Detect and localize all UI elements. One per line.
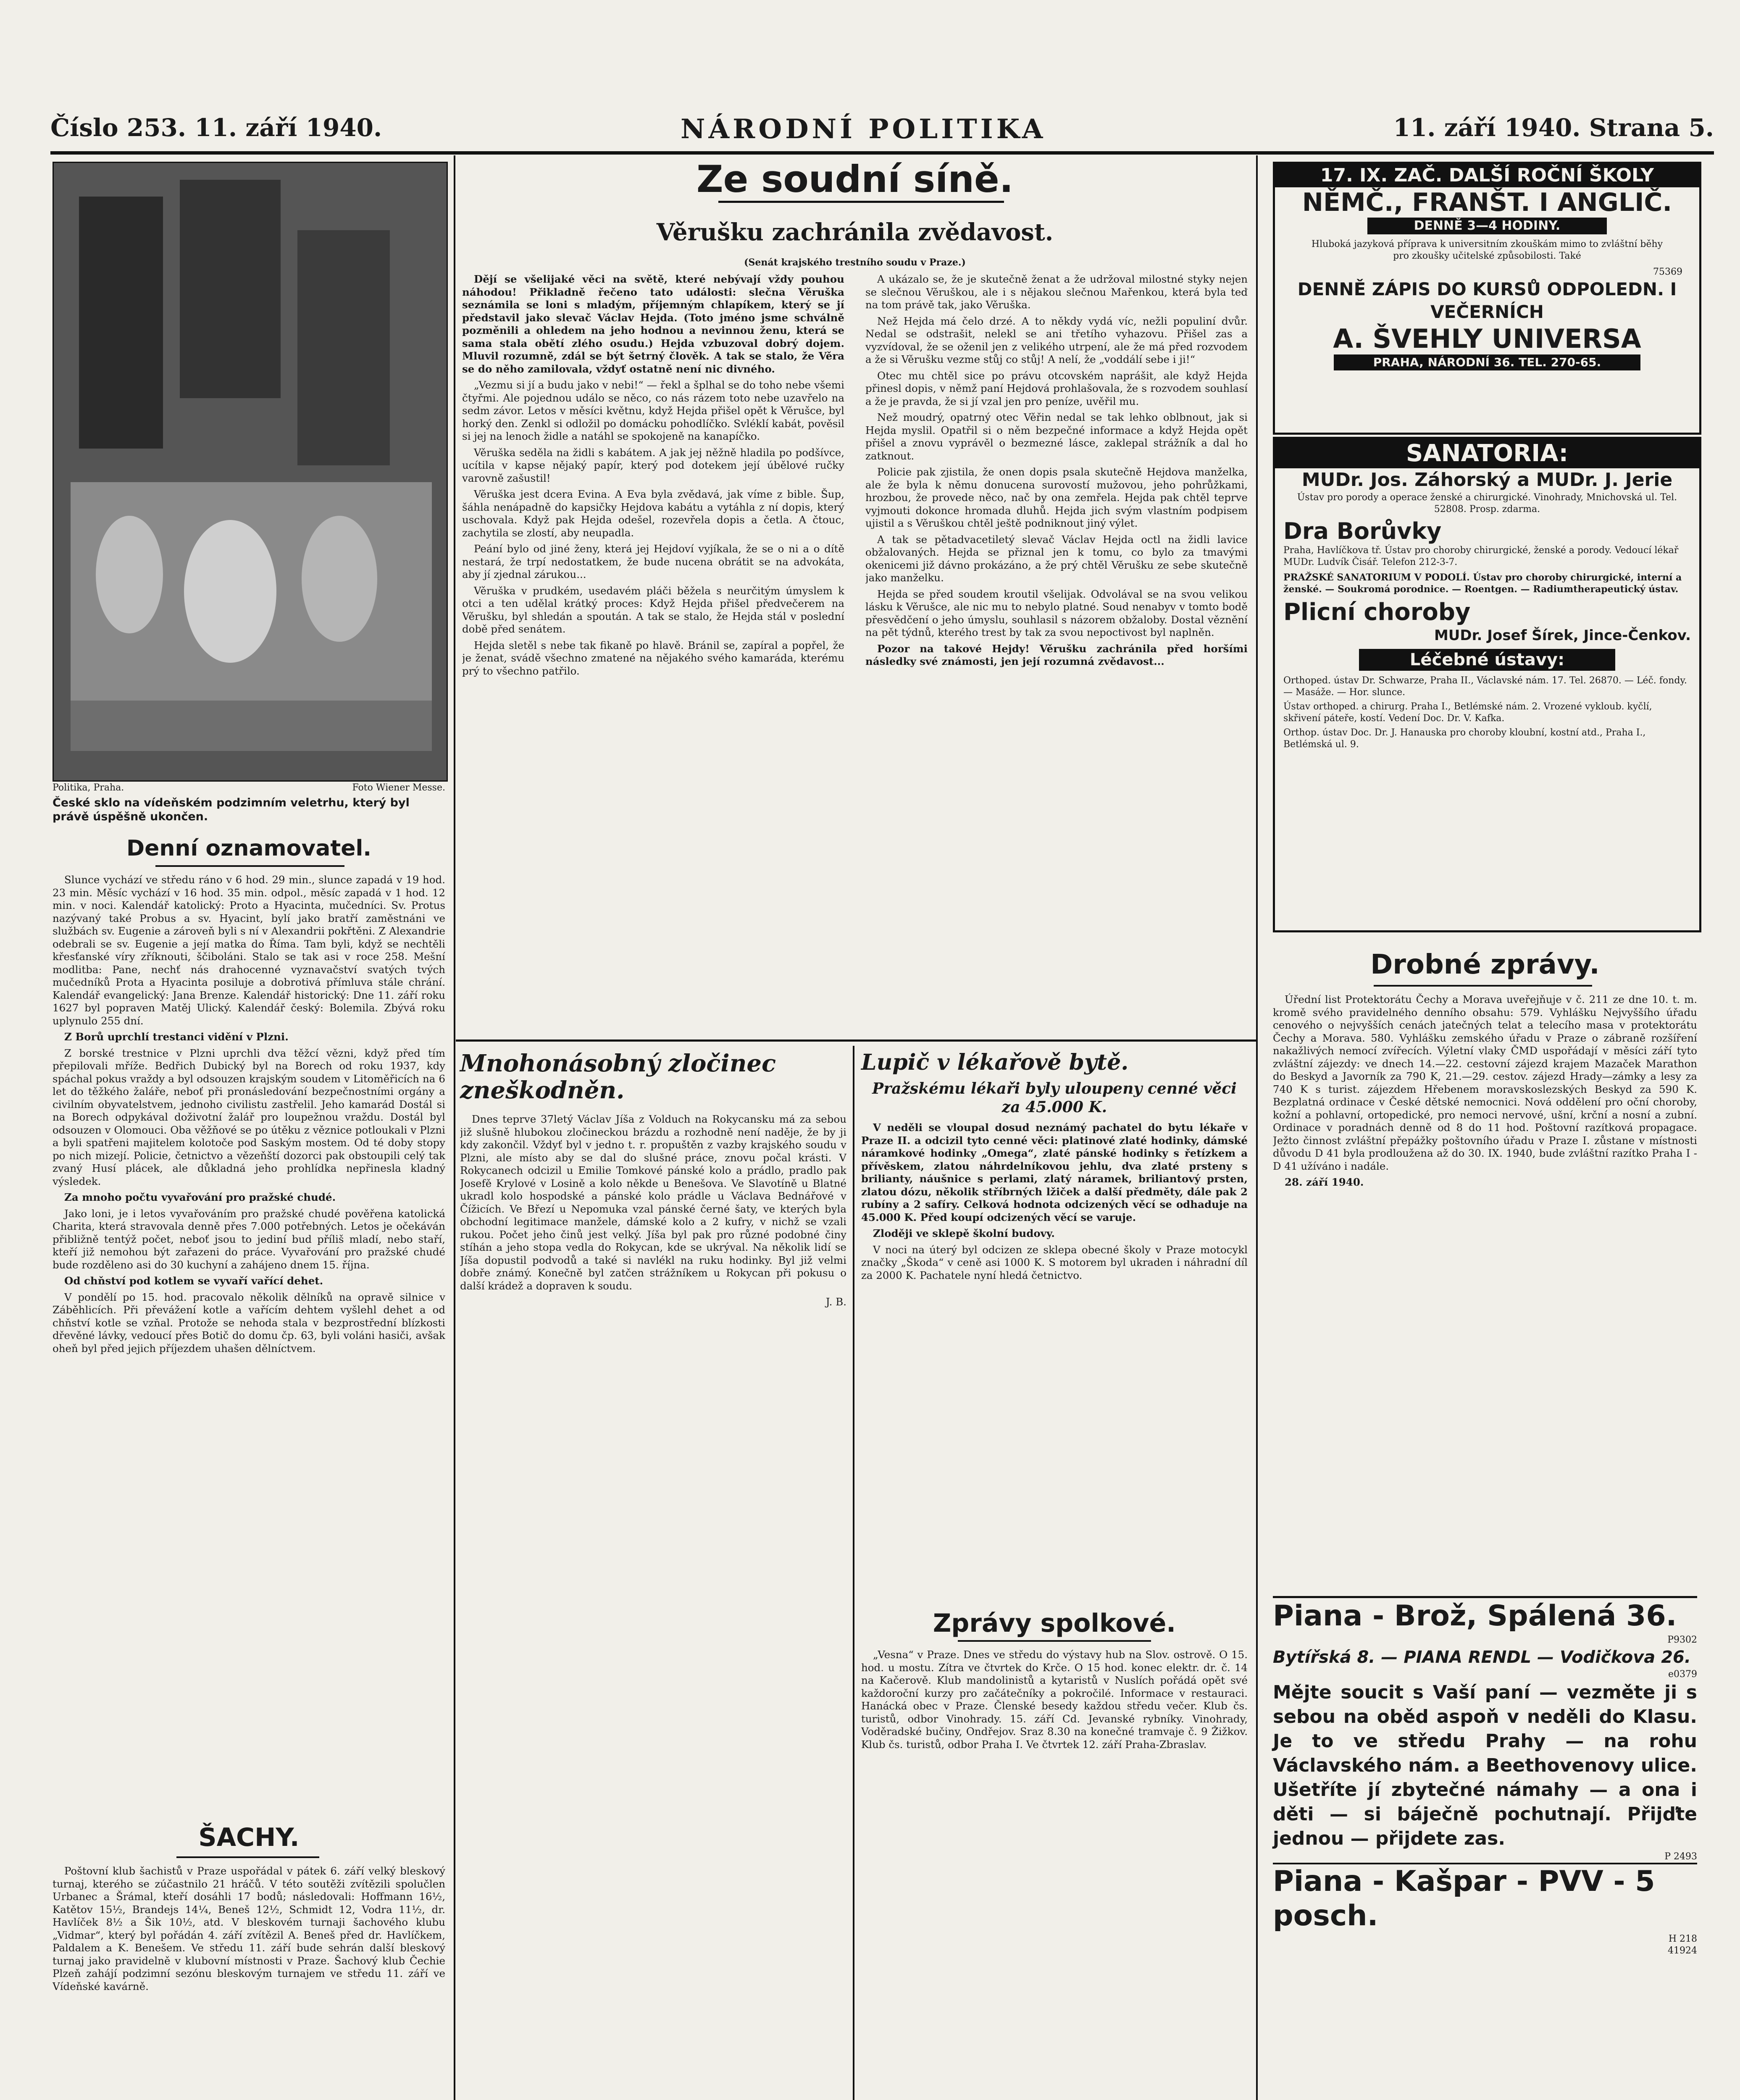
photo-table [71, 701, 432, 751]
school-line1: 17. IX. ZAČ. DALŠÍ ROČNÍ ŠKOLY [1275, 164, 1699, 187]
podoli-text: PRAŽSKÉ SANATORIUM V PODOLÍ. Ústav pro choroby chirurgické, interní a ženské. — Soukromá porodnice. — Roentgen. — Radiumtherapeutický ústav. [1283, 572, 1682, 595]
denni-title: Denní oznamovatel. [126, 836, 372, 861]
section-rule [456, 1040, 1256, 1042]
court-paragraph: Otec mu chtěl sice po právu otcovském naprášit, ale když Hejda přinesl dopis, v němž paní Hejdová prohlašovala, že s rozvodem souhlasí a že je pravda, že si jí vzal jen pro peníze, uvěřil mu. [865, 369, 1248, 407]
court-column-left [462, 273, 844, 1033]
school-line3: DENNĚ 3—4 HODINY. [1367, 218, 1607, 234]
court-paragraph: Věruška v prudkém, usedavém pláči běžela s neurčitým úmyslem k otci a ten udělal krátký proces: Když Hejda přišel předvečerem na Věrušku, byl shledán a spoután. A tak se stalo, že Hejda stál v poslední době před senátem. [462, 584, 844, 635]
clubs-text: „Vesna“ v Praze. Dnes ve středu do výstavy hub na Slov. ostrově. O 15. hod. u mostu. Zítra ve čtvrtek do Krče. O 15 hod. konec elektr. dr. č. 14 na Kačerově. Klub mandolinistů a kytaristů v Nuslích pořádá opět své každoroční kurzy pro začátečníky a pokročilé. Informace v restauraci. Hanácká obec v Praze. Členské besedy každou středu večer. Klub čs. turistů, odbor Vinohrady. 15. září Cd. Jevanské rybníky. Vinohrady, Voděradské bučiny, Ondřejov. Sraz 8.30 na konečné tramvaje č. 9 Žižkov. Klub čs. turistů, odbor Praha I. Ve čtvrtek 12. září Praha-Zbraslav. [861, 1648, 1248, 1751]
denni-column [53, 874, 445, 1819]
newspaper-title: NÁRODNÍ POLITIKA [681, 113, 1046, 145]
thief-text: V neděli se vloupal dosud neznámý pachatel do bytu lékaře v Praze II. a odcizil tyto cenné věci: platinové zlaté hodinky, dámské náramkové hodinky „Omega“, zlaté pánské hodinky s řetízkem a přívěskem, zlatou náhrdelníkovou jehlu, dva zlaté prsteny s brilianty, náušnice s perlami, zlatý náramek, briliantový prsten, zlatou dózu, několik stříbrných lžiček a další předměty, dále pak 2 rubíny a 2 safíry. Celková hodnota odcizených věcí se odhaduje na 45.000 K. Před koupí odcizených věcí se varuje. [861, 1121, 1248, 1223]
column-rule [454, 155, 455, 2100]
prim-text: Ústav orthoped. a chirurg. Praha I., Betlémské nám. 2. Vrozené vykloub. kyčlí, skřivení páteře, kostí. Vedení Doc. Dr. V. Kafka. [1283, 701, 1652, 724]
crime-sign: J. B. [825, 1296, 846, 1308]
photo-caption: České sklo na vídeňském podzimním veletrhu, který byl právě úspěšně ukončen. [53, 796, 410, 823]
photo-glass-exhibition [53, 162, 448, 782]
court-paragraph: Hejda se před soudem kroutil všelijak. Odvolával se na svou velikou lásku k Věrušce, ale nic mu to nebylo platné. Soud nenabyv v tomto bodě přesvědčení o jeho úmyslu, souhlasil s názorem obžaloby. Dostal věznění na pět týdnů, kterého trest by tak za svou nepoctivost byl naplněn. [865, 588, 1248, 638]
photo-illustration [54, 163, 447, 780]
thief-column [861, 1121, 1248, 1596]
school-address: PRAHA, NÁRODNÍ 36. TEL. 270-65. [1334, 354, 1640, 370]
court-senate: (Senát krajského trestního soudu v Praze.) [744, 257, 966, 268]
court-paragraph: Než moudrý, opatrný otec Věřin nedal se tak lehko oblbnout, jak si Hejda myslil. Opatřil si o něm bezpečné informace a když Hejda opět přišel a znovu vyprávěl o bezmezné lásce, zaklepal strážník a dal ho zatknout. [865, 411, 1248, 462]
school-line2: NĚMČ., FRANŠT. I ANGLIČ. [1302, 188, 1672, 217]
denni-item3-title: Od chňství pod kotlem se vyvaří vařící dehet. [64, 1275, 323, 1287]
piana-code2: e0379 [1668, 1669, 1697, 1680]
plicni-title: Plicní choroby [1283, 598, 1471, 626]
drobne-title: Drobné zprávy. [1370, 949, 1600, 980]
thief-title: Lupič v lékařově bytě. [861, 1050, 1129, 1075]
school-code: 75369 [1653, 267, 1682, 277]
court-paragraph: Než Hejda má čelo drzé. A to někdy vydá víc, nežli populiní dvůr. Nedal se odstrašit, nelekl se ani třetího vyhazovu. Přišel zas a vyzvídoval, že se oženil jen z velikého utrpení, ale že má před rozvodem a že si Věrušku vezme stůj co stůj! A nelí, že „voddálí sebe i ji!“ [865, 315, 1248, 365]
denni-item3: V pondělí po 15. hod. pracovalo několik dělníků na opravě silnice v Záběhlicích. Při převážení kotle a vařícím dehtem vyšlehl dehet a od chňství kotle se vzňal. Protože se nehoda stala v bezprostřední blízkosti dřevěné lávky, vedoucí přes Botič do domu čp. 63, byli voláni hasiči, avšak oheň byl před jejich příjezdem uhašen dělníctvem. [53, 1291, 445, 1354]
photo-credit-right: Foto Wiener Messe. [352, 782, 445, 793]
title-underline [718, 201, 1004, 203]
court-subtitle: Věrušku zachránila zvědavost. [656, 218, 1054, 246]
thief-item-title: Zloději ve sklepě školní budovy. [873, 1227, 1055, 1239]
piana-line2: Bytířská 8. — PIANA RENDL — Vodičkova 26. [1273, 1648, 1691, 1667]
ad-piana [1273, 1596, 1697, 2100]
court-paragraph: Pozor na takové Hejdy! Věrušku zachránila před horšími následky své známosti, jen její rozumná zvědavost... [865, 642, 1248, 667]
ad-language-school [1273, 162, 1701, 435]
court-column-right [865, 273, 1248, 1033]
photo-figure [180, 180, 281, 398]
denni-item2: Jako loni, je i letos vyvařováním pro pražské chudé pověřena katolická Charita, která stravovala denně přes 7.000 potřebných. Letos je očekáván přibližně tentýž počet, neboť jsou to jediní bud příliš mladí, nebo staří, kteří již nemohou být zařazeni do práce. Vyvařování pro pražské chudé bude rozděleno asi do 30 kuchyní a zahájeno dnem 15. října. [53, 1207, 445, 1271]
school-text: Hluboká jazyková příprava k universitním zkouškám mimo to zvláštní běhy pro zkoušky učitelské způsobilosti. Také [1311, 239, 1663, 261]
piana-text: Mějte soucit s Vaší paní — vezměte ji s sebou na oběd aspoň v neděli do Klasu. Je to ve středu Prahy — na rohu Václavského nám. a Beethovenovy ulice. Ušetříte jí zbytečné námahy — a ona i děti — si báječně pochutnají. Přijďte jednou — přijdete zas. [1273, 1682, 1697, 1849]
issue-number: Číslo 253. 11. září 1940. [50, 113, 382, 142]
piana-line3: Piana - Kašpar - PVV - 5 posch. [1273, 1863, 1697, 1933]
page-header [50, 113, 1714, 155]
drobne-column [1273, 993, 1697, 1586]
court-lead: Dějí se všelijaké věci na světě, které nebývají vždy pouhou náhodou! Přikladně řečeno tato události: slečna Věruška seznámila se loni s mladým, příjemným chlapíkem, který se jí představil jako slevač Václav Hejda. (Toto jméno jsme schválně pozměnili a ohledem na jeho hodnou a nevinnou ženu, která se sama stala obětí zlého osudu.) Hejda vzbuzoval dobrý dojem. Mluvil rozumně, zdál se být šetrný člověk. A tak se stalo, že Věra se do něho zamilovala, vždyť ostatně není nic divného. [462, 273, 844, 375]
clubs-title: Zprávy spolkové. [933, 1609, 1176, 1638]
piana-code4: H 218 [1668, 1934, 1697, 1944]
denni-item1-title: Z Borů uprchlí trestanci vidění v Plzni. [64, 1031, 289, 1043]
crime-text: Dnes teprve 37letý Václav Jíša z Volduch na Rokycansku má za sebou již slušně hlubokou zločineckou brázdu a rozhodně není naděje, že by ji kdy zakončil. Vždyť byl v jedno t. r. propuštěn z vazby krajského soudu v Plzni, ale místo aby se dal do slušné práce, znovu počal krásti. V Rokycanech odcizil u Emilie Tomkové pánské kolo a prádlo, pradlo pak Josefě Krylové v Losině a kolo někde u Benešova. Ve Slavotíně u Blatné ukradl kolo hospodské a pánské kolo prádle u Václava Bednářové v Čížicích. Ve Březí u Nepomuka vzal pánské černé šaty, ve kterých byla obchodní legitimace manžele, dámské kolo a 2 kufry, v nichž se vzali rukou. Počet jeho činů jest velký. Jíša byl pak pro různé podobné činy stíhán a jeho stopa vedla do Rokycan, kde se ukrýval. Na několik lidí se Jíša dopustil podvodů a také si navlékl na ruku hodinky. Byl již velmi dobře známý. Konečně byl zatčen strážníkem u Rokycan při pokusu o další krádež a dopraven k soudu. [460, 1113, 846, 1292]
photo-vase [96, 516, 163, 633]
court-paragraph: Věruška jest dcera Evina. A Eva byla zvědavá, jak víme z bible. Šup, šáhla nenápadně do kapsičky Hejdova kabátu a vytáhla z ní dopis, který uschovala. Když pak Hejda odešel, rozevřela dopis a četla. A čtouc, zachytila se zlostí, aby neupadla. [462, 488, 844, 539]
boruvky-text: Praha, Havlíčkova tř. Ústav pro choroby chirurgické, ženské a porody. Vedoucí lékař MUDr. Ludvík Čisář. Telefon 212-3-7. [1283, 545, 1679, 567]
page-date: 11. září 1940. Strana 5. [1393, 113, 1714, 142]
title-underline [1374, 985, 1592, 987]
thief-subtitle: Pražskému lékaři byly uloupeny cenné věci za 45.000 K. [872, 1080, 1237, 1116]
title-underline [958, 1640, 1151, 1642]
zahorsky-text: Ústav pro porody a operace ženské a chirurgické. Vinohrady, Mnichovská ul. Tel. 52808. Prosp. zdarma. [1297, 492, 1677, 514]
sanatoria-title: SANATORIA: [1275, 439, 1699, 468]
school-line4: DENNĚ ZÁPIS DO KURSŮ ODPOLEDN. I VEČERNÍCH [1297, 279, 1677, 322]
school-uni: UNIVERSA [1491, 323, 1641, 354]
hanauska-text: Orthop. ústav Doc. Dr. J. Hanauska pro choroby kloubní, kostní atd., Praha I., Betlémská ul. 9. [1283, 727, 1646, 750]
thief-item: V noci na úterý byl odcizen ze sklepa obecné školy v Praze motocykl značky „Škoda“ v ceně asi 1000 K. S motorem byl ukraden i náhradní díl za 2000 K. Pachatele nyní hledá četnictvo. [861, 1243, 1248, 1281]
piana-line1: Piana - Brož, Spálená 36. [1273, 1599, 1677, 1633]
denni-text: Slunce vychází ve středu ráno v 6 hod. 29 min., slunce zapadá v 19 hod. 23 min. Měsíc vychází v 16 hod. 35 min. odpol., měsíc zapadá v 1 hod. 12 min. v noci. Kalendář katolický: Proto a Hyacinta, mučedníci. Sv. Protus nazývaný také Probus a sv. Hyacint, bylí jako bratří zaměstnáni ve službách sv. Eugenie a zároveň byli s ní v Alexandrii pokřtěni. Z Alexandrie odebrali se sv. Eugenie a její matka do Říma. Tam byli, když se nechtěli křesťanské víry zříknouti, ščiboláni. Stalo se tak asi v roce 258. Mešní modlitba: Pane, nechť nás drahocenné vyznavačství svatých tvých mučedníků Prota a Hyacinta posiluje a dobrotivá přímluva stále chrání. Kalendář evangelický: Jana Brenze. Kalendář historický: Dne 11. září roku 1627 byl popraven Matěj Ulický. Kalendář český: Bolemila. Zbývá roku uplynulo 255 dní. [53, 874, 445, 1027]
zahorsky-name: MUDr. Jos. Záhorský a MUDr. J. Jerie [1301, 469, 1673, 491]
court-paragraph: A tak se pětadvacetiletý slevač Václav Hejda octl na židli lavice obžalovaných. Hejda se přiznal jen k tomu, co bylo za tmavými okenicemi již dávno prokázáno, a že prý chtěl Věrušku ze sebe skutečně jako manželku. [865, 533, 1248, 584]
column-rule [1256, 155, 1258, 2100]
photo-credits [53, 782, 445, 794]
school-name: A. ŠVEHLY [1333, 323, 1483, 354]
sachy-column [53, 1865, 445, 2100]
photo-vase [184, 520, 276, 663]
title-underline [176, 1856, 319, 1858]
drobne-date: 28. září 1940. [1285, 1176, 1364, 1188]
denni-item2-title: Za mnoho počtu vyvařování pro pražské chudé. [64, 1191, 336, 1203]
piana-code1: P9302 [1667, 1635, 1697, 1645]
sirek-name: MUDr. Josef Šírek, Jince-Čenkov. [1434, 627, 1691, 644]
drobne-text: Úřední list Protektorátu Čechy a Morava uveřejňuje v č. 211 ze dne 10. t. m. kromě svého pravidelného denního obsahu: 579. Vyhlášku Nejvyššího úřadu cenového o nejvyšších cenách jatečných telat a telecího masa v protektorátu Čechy a Morava. 580. Vyhlášku zemského úřadu v Praze o zábraně rozšíření nakažlivých nemocí zvířecích. Výletní vlaky ČMD uspořádají v měsíci září tyto zvláštní zájezdy: ve dnech 14.—22. cestovní zájezd krajem Mazaček Marathon do Beskyd a Javorník za 790 K, 21.—29. cestov. zájezd Hrady—zámky a lesy za 740 K s turist. zájezdem Hřebenem moravskoslezských Beskyd za 590 K. Bezplatná ordinace v České dětské nemocnici. Nová oddělení pro oční choroby, kožní a pohlavní, ortopedické, pro nemoci nervové, ušní, krční a nosní a zubní. Ordinace v poradnách denně od 8 do 11 hod. Poštovní razítková propagace. Ježto činnost zvláštní přepážky poštovního úřadu v Praze I. zůstane v místnosti důvodu D 41 byla prodloužena až do 30. IX. 1940, bude zvláštní razítko Praha I - D 41 užíváno i nadále. [1273, 993, 1697, 1172]
sachy-title: ŠACHY. [198, 1823, 300, 1852]
court-paragraph: „Vezmu si jí a budu jako v nebi!“ — řekl a šplhal se do toho nebe všemi čtyřmi. Ale pojednou událo se něco, co nás rázem toto nebe uzavřelo na sedm závor. Letos v měsíci květnu, když Hejda přišel opět k Věrušce, byl horký den. Zenkl si odložil po domácku pohodlíčko. Svléklí kabát, pověsil si jej na lenoch židle a natáhl se spokojeně na kanapíčko. [462, 379, 844, 442]
lecebne-title: Léčebné ústavy: [1359, 649, 1615, 671]
photo-vase [302, 516, 377, 642]
piana-code5: 41924 [1668, 1945, 1697, 1956]
denni-item1: Z borské trestnice v Plzni uprchli dva těžcí vězni, když před tím přepilovali mříže. Bedřich Dubický byl na Borech od roku 1937, kdy spáchal pokus vraždy a byl odsouzen krajským soudem v Litoměřicích na 6 let do těžkého žaláře, neboť při pronásledování bezpečnostními orgány a civilním obyvatelstvem, jednoho civilistu zastřelil. Jeho kamarád Dostál si na Borech odpykával doživotní žalář pro loupežnou vraždu. Dostál byl odsouzen v Olomouci. Oba věžňové se po útěku z věznice potloukali v Plzni a byli spatřeni majitelem kolotoče pod Saským mostem. Od té doby stopy po nich mizejí. Policie, četnictvo a vězeňští dozorci pak obstoupili celý tak zvaný Husí plácek, ale důkladná jeho prohlídka nepřinesla kladný výsledek. [53, 1047, 445, 1187]
title-underline [155, 865, 344, 867]
court-paragraph: Policie pak zjistila, že onen dopis psala skutečně Hejdova manželka, ale že byla k němu donucena surovostí mužovou, jeho pohrůžkami, hrozbou, že provede něco, nač by ona zemřela. Hejda pak chtěl teprve vyjmouti dokonce hromada dluhů. Hejda jich svým vlastním podpisem ujistil a s Věruškou chtěl ještě podniknout jiný výlet. [865, 466, 1248, 529]
piana-code3: P 2493 [1664, 1851, 1697, 1862]
crime-title: Mnohonásobný zločinec zneškodněn. [460, 1050, 776, 1104]
photo-figure [297, 230, 390, 465]
crime-column [460, 1113, 846, 2100]
photo-figure [79, 197, 163, 449]
court-title: Ze soudní síně. [696, 158, 1014, 201]
clubs-column [861, 1648, 1248, 2100]
court-paragraph: Peání bylo od jiné ženy, která jej Hejdoví vyjíkala, že se o ni a o dítě nestará, že trpí nedostatkem, že bude nucena obrátit se na advokáta, aby jí zjednal zárukou... [462, 543, 844, 580]
photo-credit-left: Politika, Praha. [53, 782, 124, 793]
column-rule [853, 1046, 854, 2100]
court-paragraph: Věruška seděla na židli s kabátem. A jak jej něžně hladila po podšívce, ucítila v kapse nějaký papír, který pod dotekem její úbělové ručky varovně zašustil! [462, 446, 844, 484]
schwarze-text: Orthoped. ústav Dr. Schwarze, Praha II., Václavské nám. 17. Tel. 26870. — Léč. fondy. — Masáže. — Hor. slunce. [1283, 675, 1687, 698]
sachy-text: Poštovní klub šachistů v Praze uspořádal v pátek 6. září velký bleskový turnaj, kterého se zúčastnilo 21 hráčů. V této soutěži zvítězili spolučlen Urbanec a Šrámal, kteří dosáhli 17 bodů; následovali: Hoffmann 16½, Katětov 15½, Brandejs 14¼, Beneš 12½, Schmidt 12, Vodra 11½, dr. Havlíček 8½ a Šik 10½, atd. V bleskovém turnaji šachového klubu „Vidmar“, který byl pořádán 4. září zvítězil A. Beneš před dr. Havlíčkem, Paldalem a K. Benešem. Ve středu 11. září bude sehrán další bleskový turnaj jako pravidelně v klubovní místnosti v Praze. Šachový klub Čechie Plzeň zahájí podzimní sezónu bleskovým turnajem ve středu 11. září ve Vídeňské kavárně. [53, 1865, 445, 1992]
court-paragraph: Hejda sletěl s nebe tak fikaně po hlavě. Bránil se, zapíral a popřel, že je ženat, svádě všechno zmatené na nějakého svého kamaráda, kterému prý to všechno patřilo. [462, 639, 844, 677]
court-paragraph: A ukázalo se, že je skutečně ženat a že udržoval milostné styky nejen se slečnou Věruškou, ale i s nějakou slečnou Mařenkou, která byla teď na tom právě tak, jako Věruška. [865, 273, 1248, 311]
ad-sanatoria [1273, 437, 1701, 932]
boruvky-name: Dra Borůvky [1283, 518, 1442, 544]
